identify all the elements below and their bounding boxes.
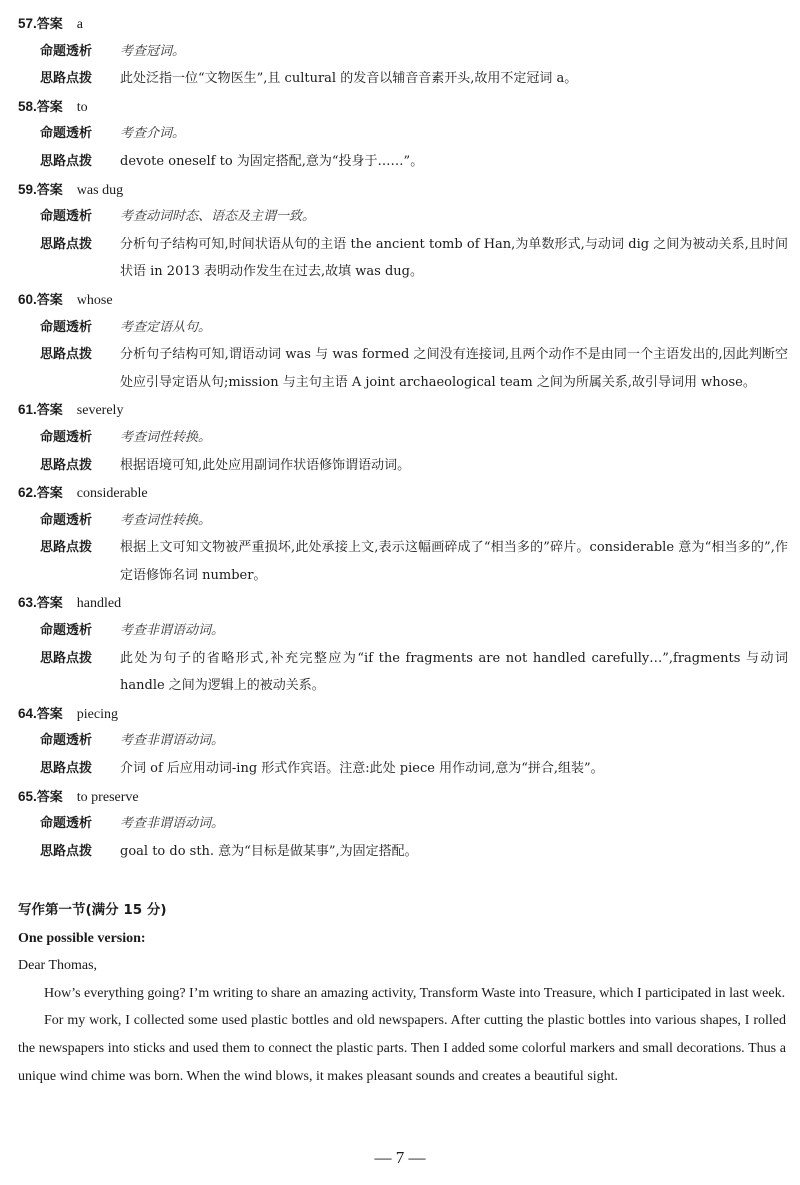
answer-line [18,93,788,121]
analysis-label: 命题透析 [40,126,93,142]
hint-label: 思路点拨 [40,761,93,777]
section-title: 写作第一节(满分 15 分) [18,902,167,918]
letter-greeting: Dear Thomas, [18,958,98,974]
version-label: One possible version: [18,930,146,946]
page-number: — 7 — [374,1148,426,1167]
hint-text: 分析句子结构可知,时间状语从句的主语 the ancient tomb of Han,为单数形式,与动词 dig 之间为被动关系,且时间状语 in 2013 表明动作发生在过去,故填 was dug。 [120,236,788,280]
answer-label: 答案 [36,182,63,198]
analysis-label: 命题透析 [40,429,93,445]
hint-label: 思路点拨 [40,347,93,363]
analysis-label: 命题透析 [40,623,93,639]
analysis-text: 考查非谓语动词。 [120,733,225,749]
hint-text: 此处为句子的省略形式,补充完整应为“if the fragments are not handled carefully…”,fragments 与动词 handle 之间为逻辑上的被动关系。 [120,650,788,694]
analysis-row [18,38,788,66]
answer-line [18,700,788,728]
answer-label: 答案 [36,789,63,805]
answer-text: a [76,17,84,32]
hint-row [18,755,788,783]
answer-line [18,396,788,424]
answer-text: severely [76,403,124,419]
hint-row [18,231,788,286]
answer-text: whose [76,292,113,308]
analysis-text: 考查非谓语动词。 [120,623,225,639]
question-number: 59. [18,181,37,197]
analysis-text: 考查非谓语动词。 [120,816,225,832]
answer-item [18,783,788,866]
hint-label: 思路点拨 [40,457,93,473]
answer-text: to [76,99,88,115]
question-number: 62. [18,485,37,501]
hint-label: 思路点拨 [40,236,93,252]
analysis-row [18,810,788,838]
writing-section [18,897,786,1090]
analysis-row [18,617,788,645]
answer-text: considerable [76,486,148,502]
hint-text: 介词 of 后应用动词-ing 形式作宾语。注意:此处 piece 用作动词,意为“拼合,组装”。 [120,761,604,777]
answer-key-list [18,10,788,865]
analysis-text: 考查词性转换。 [120,429,212,445]
hint-text: devote oneself to 为固定搭配,意为“投身于……”。 [120,153,424,169]
answer-label: 答案 [36,17,63,32]
question-number: 63. [18,595,37,611]
analysis-row [18,120,788,148]
hint-label: 思路点拨 [40,843,93,859]
analysis-row [18,203,788,231]
answer-item [18,479,788,589]
hint-row [18,65,788,93]
answer-text: to preserve [76,789,139,805]
analysis-text: 考查介词。 [120,126,186,142]
letter-paragraph: How’s everything going? I’m writing to share an amazing activity, Transform Waste into Treasure, which I participated in last week. [44,985,786,1001]
hint-row [18,534,788,589]
answer-line [18,10,788,38]
answer-item [18,700,788,783]
analysis-label: 命题透析 [40,733,93,749]
hint-text: 根据语境可知,此处应用副词作状语修饰谓语动词。 [120,457,411,473]
letter-paragraph: For my work, I collected some used plastic bottles and old newspapers. After cutting the plastic bottles into various shapes, I rolled the newspapers into sticks and used them to connect the plastic parts. Then I added some colorful markers and small decorations. Thus a unique wind chime was born. When the wind blows, it makes pleasant sounds and creates a beautiful sight. [18,1013,786,1084]
answer-label: 答案 [36,99,63,115]
answer-label: 答案 [36,596,63,612]
answer-label: 答案 [36,486,63,502]
answer-label: 答案 [36,706,63,722]
hint-label: 思路点拨 [40,153,93,169]
analysis-label: 命题透析 [40,319,93,335]
answer-text: was dug [76,182,124,198]
hint-row [18,452,788,480]
analysis-text: 考查定语从句。 [120,319,212,335]
answer-item [18,589,788,699]
answer-item [18,10,788,93]
analysis-text: 考查动词时态、语态及主谓一致。 [120,209,316,225]
answer-item [18,396,788,479]
analysis-row [18,314,788,342]
answer-line [18,176,788,204]
analysis-row [18,727,788,755]
analysis-label: 命题透析 [40,512,93,528]
analysis-label: 命题透析 [40,209,93,225]
hint-text: goal to do sth. 意为“目标是做某事”,为固定搭配。 [120,843,418,859]
question-number: 65. [18,788,37,804]
answer-item [18,93,788,176]
hint-label: 思路点拨 [40,71,93,87]
hint-row [18,645,788,700]
answer-line [18,286,788,314]
answer-text: piecing [76,706,119,722]
hint-text: 根据上文可知文物被严重损坏,此处承接上文,表示这幅画碎成了“相当多的”碎片。considerable 意为“相当多的”,作定语修饰名词 number。 [120,540,788,583]
answer-line [18,783,788,811]
question-number: 58. [18,98,37,114]
answer-item [18,176,788,286]
hint-label: 思路点拨 [40,540,93,556]
analysis-label: 命题透析 [40,43,93,59]
question-number: 64. [18,705,37,721]
hint-row [18,148,788,176]
hint-row [18,838,788,866]
analysis-row [18,424,788,452]
hint-text: 分析句子结构可知,谓语动词 was 与 was formed 之间没有连接词,且两个动作不是由同一个主语发出的,因此判断空处应引导定语从句;mission 与主句主语 A joint archaeological team 之间为所属关系,故引导词用 whose。 [120,347,788,390]
answer-label: 答案 [36,292,63,308]
answer-line [18,589,788,617]
analysis-label: 命题透析 [40,816,93,832]
analysis-text: 考查冠词。 [120,43,186,59]
answer-label: 答案 [36,403,63,419]
question-number: 60. [18,291,37,307]
hint-row [18,341,788,396]
answer-line [18,479,788,507]
answer-text: handled [76,596,122,612]
analysis-text: 考查词性转换。 [120,512,212,528]
question-number: 61. [18,402,37,418]
question-number: 57. [18,16,37,31]
hint-label: 思路点拨 [40,650,93,666]
answer-item [18,286,788,396]
hint-text: 此处泛指一位“文物医生”,且 cultural 的发音以辅音音素开头,故用不定冠词 a。 [120,71,578,87]
analysis-row [18,507,788,535]
